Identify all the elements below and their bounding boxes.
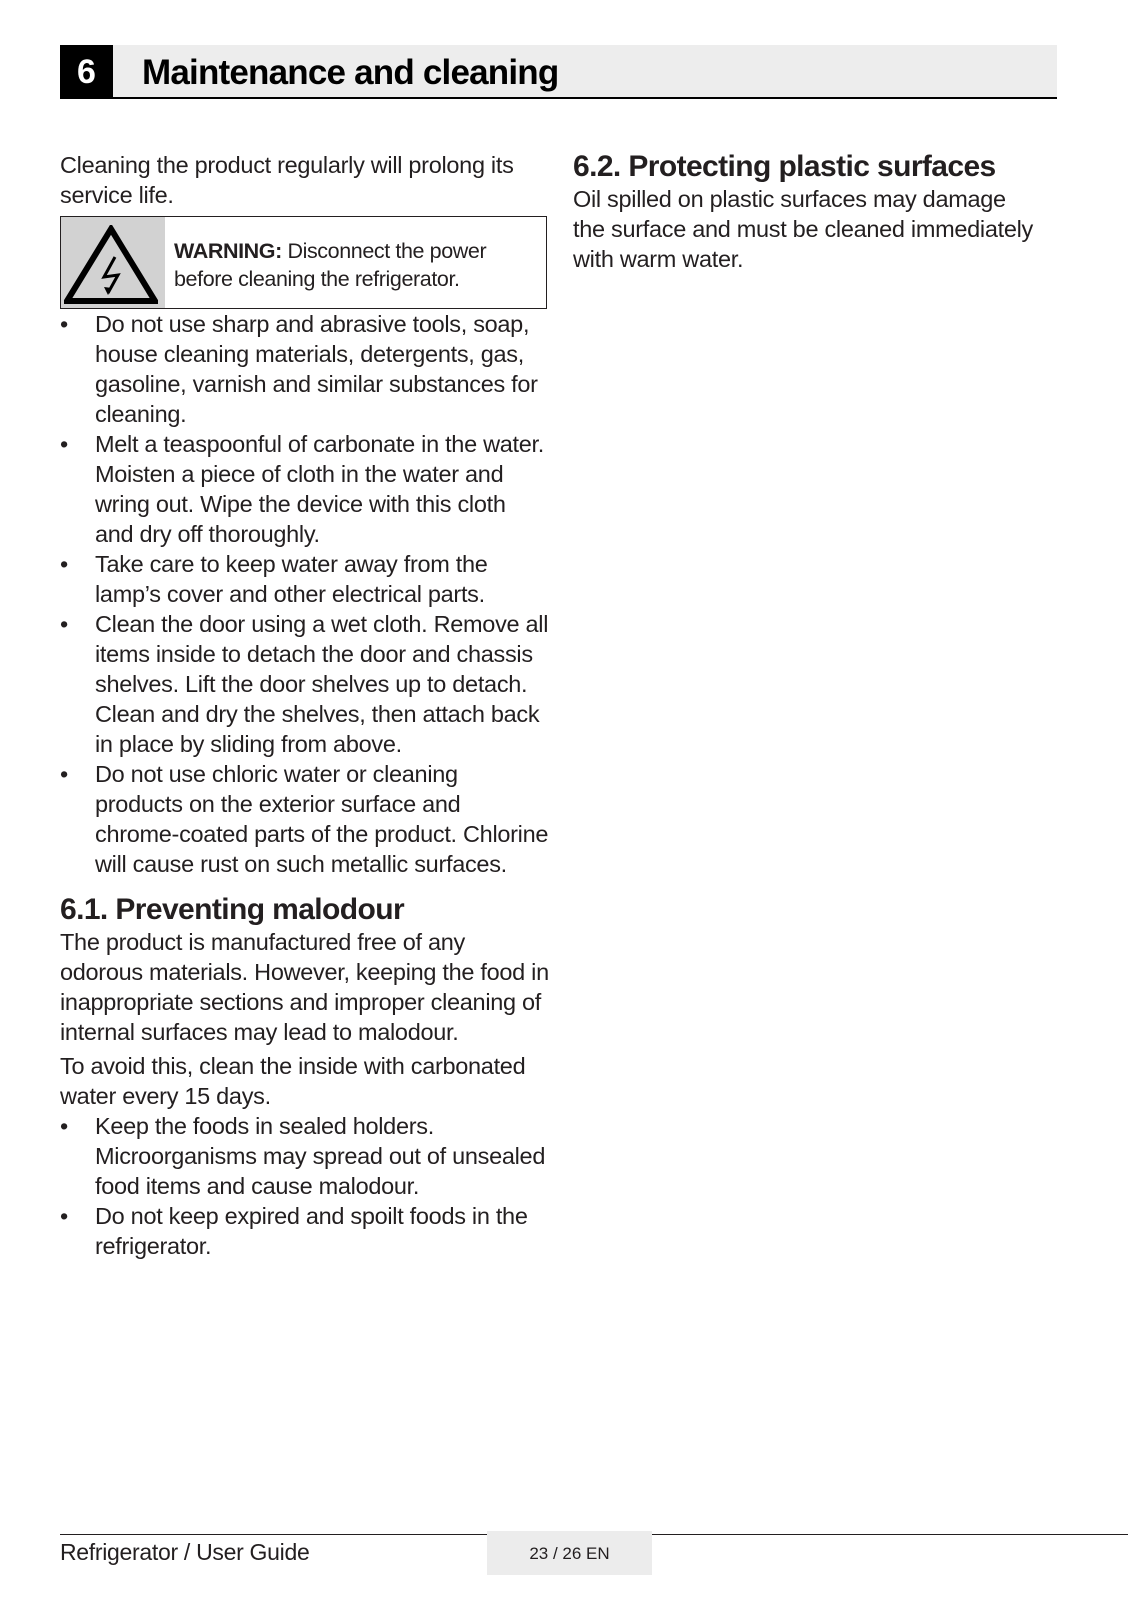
cleaning-bullet-list xyxy=(60,309,550,879)
chapter-number: 6 xyxy=(60,45,113,97)
warning-message: Disconnect the power before cleaning the refrigerator. xyxy=(174,239,487,291)
page-number: 23 / 26 EN xyxy=(487,1531,652,1575)
left-column xyxy=(60,150,550,1261)
list-item: • Do not use chloric water or cleaning products on the exterior surface and chrome-coated parts of the product. Chlorine will cause rust on such metallic surfaces. xyxy=(60,759,550,879)
chapter-header xyxy=(60,45,1057,99)
list-item: • Keep the foods in sealed holders. Microorganisms may spread out of unsealed food items and cause malodour. xyxy=(60,1111,550,1201)
right-column xyxy=(573,150,1043,274)
warning-text xyxy=(174,237,539,293)
chapter-title: Maintenance and cleaning xyxy=(142,53,559,92)
section-heading-malodour: 6.1. Preventing malodour xyxy=(60,893,405,926)
list-item: • Do not use sharp and abrasive tools, soap, house cleaning materials, detergents, gas, gasoline, varnish and similar substances for cleaning. xyxy=(60,309,550,429)
list-item: • Take care to keep water away from the lamp’s cover and other electrical parts. xyxy=(60,549,550,609)
warning-label: WARNING: xyxy=(174,239,282,263)
list-item: • Clean the door using a wet cloth. Remove all items inside to detach the door and chassis shelves. Lift the door shelves up to detach. Clean and dry the shelves, then attach back in place by sliding from above. xyxy=(60,609,550,759)
malodour-bullet-list xyxy=(60,1111,550,1261)
intro-paragraph: Cleaning the product regularly will prolong its service life. xyxy=(60,152,514,208)
plastic-paragraph: Oil spilled on plastic surfaces may damage the surface and must be cleaned immediately with warm water. xyxy=(573,186,1033,272)
malodour-paragraph-2: To avoid this, clean the inside with carbonated water every 15 days. xyxy=(60,1053,526,1109)
footer-guide-title: Refrigerator / User Guide xyxy=(60,1539,310,1565)
electrical-hazard-icon xyxy=(61,217,165,308)
list-item: • Do not keep expired and spoilt foods in the refrigerator. xyxy=(60,1201,550,1261)
warning-box xyxy=(60,216,547,309)
malodour-paragraph-1: The product is manufactured free of any odorous materials. However, keeping the food in inappropriate sections and improper cleaning of internal surfaces may lead to malodour. xyxy=(60,929,549,1045)
list-item: • Melt a teaspoonful of carbonate in the water. Moisten a piece of cloth in the water and wring out. Wipe the device with this cloth and dry off thoroughly. xyxy=(60,429,550,549)
section-heading-plastic: 6.2. Protecting plastic surfaces xyxy=(573,150,996,183)
